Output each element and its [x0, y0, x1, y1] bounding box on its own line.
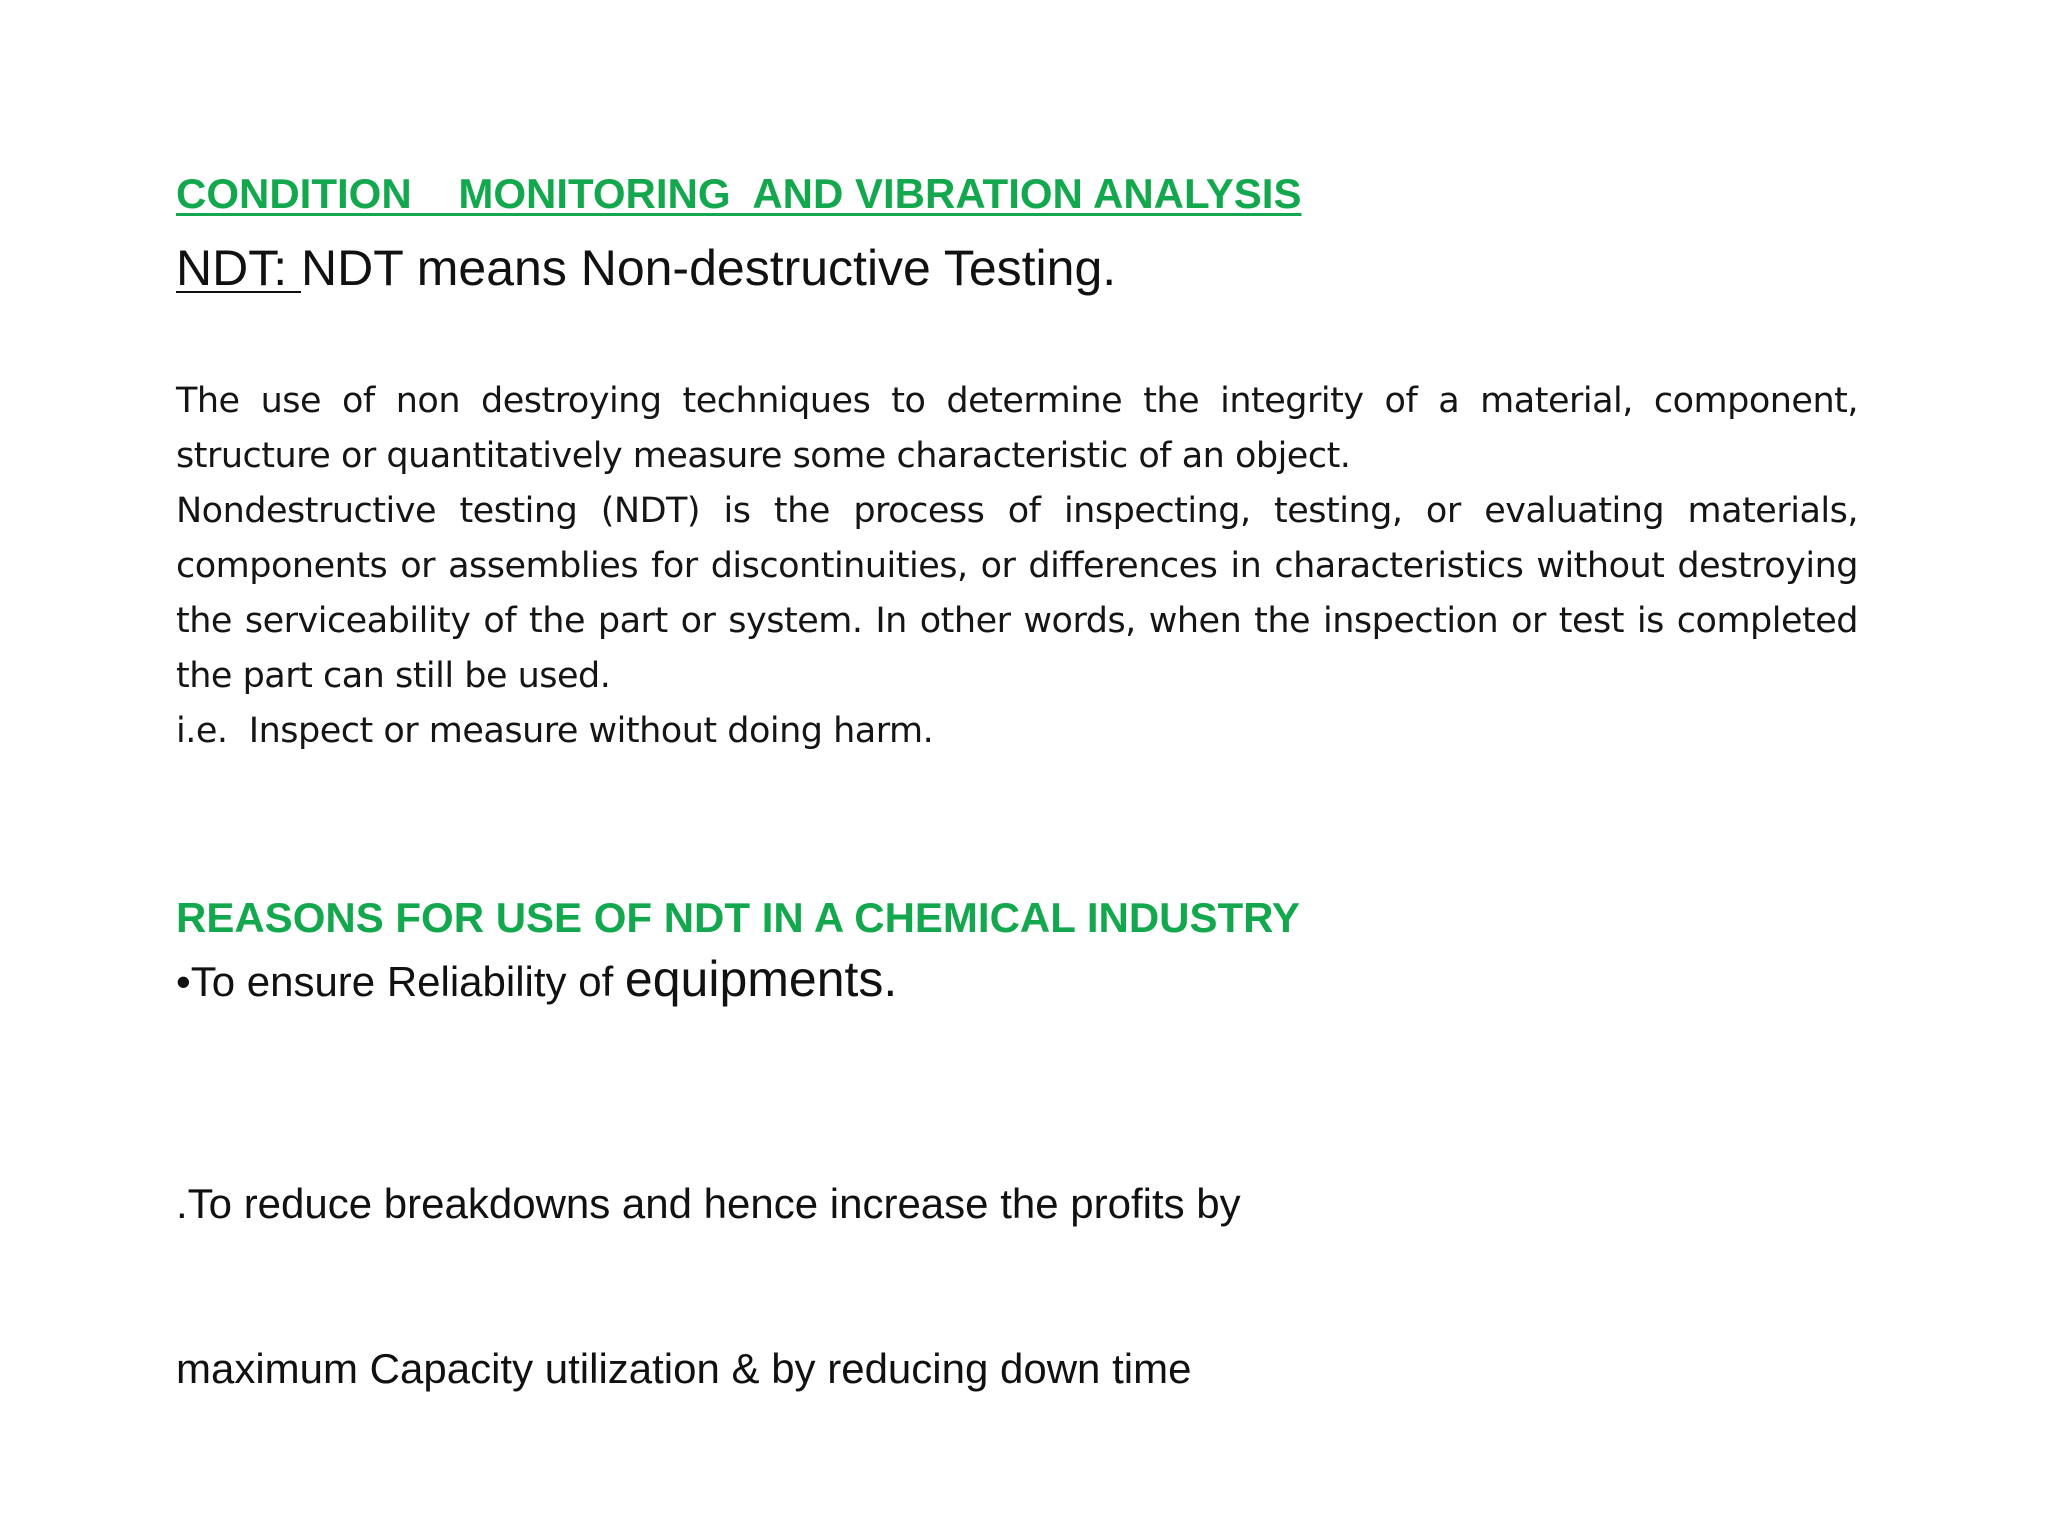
- reason-1-prefix: •To ensure Reliability of: [176, 958, 625, 1005]
- reason-2-line-2: maximum Capacity utilization & by reducing down time: [176, 1345, 1192, 1392]
- ndt-term: NDT:: [176, 240, 301, 296]
- heading-reasons: REASONS FOR USE OF NDT IN A CHEMICAL INDUSTRY: [176, 894, 1300, 941]
- paragraph-ndt-use: The use of non destroying techniques to determine the integrity of a material, component, structure or quantitatively measure some characteristic of an object.: [176, 381, 1858, 476]
- reason-2-line-1: .To reduce breakdowns and hence increase the profits by: [176, 1180, 1241, 1227]
- heading-condition-monitoring: CONDITION MONITORING AND VIBRATION ANALYSIS: [176, 170, 1302, 217]
- ndt-definition: [176, 236, 1116, 300]
- reason-1-emphasis: equipments.: [624, 951, 898, 1007]
- reason-item-reliability: [176, 952, 897, 1009]
- reason-item-breakdowns: [176, 1066, 1241, 1506]
- ndt-definition-text: NDT means Non-destructive Testing.: [301, 240, 1117, 296]
- paragraph-ie-summary: i.e. Inspect or measure without doing harm.: [176, 711, 934, 751]
- paragraph-ndt-process: Nondestructive testing (NDT) is the process of inspecting, testing, or evaluating materials, components or assemblies for discontinuities, or differences in characteristics without destroying the serviceability of the part or system. In other words, when the inspection or test is completed the part can still be used.: [176, 491, 1858, 696]
